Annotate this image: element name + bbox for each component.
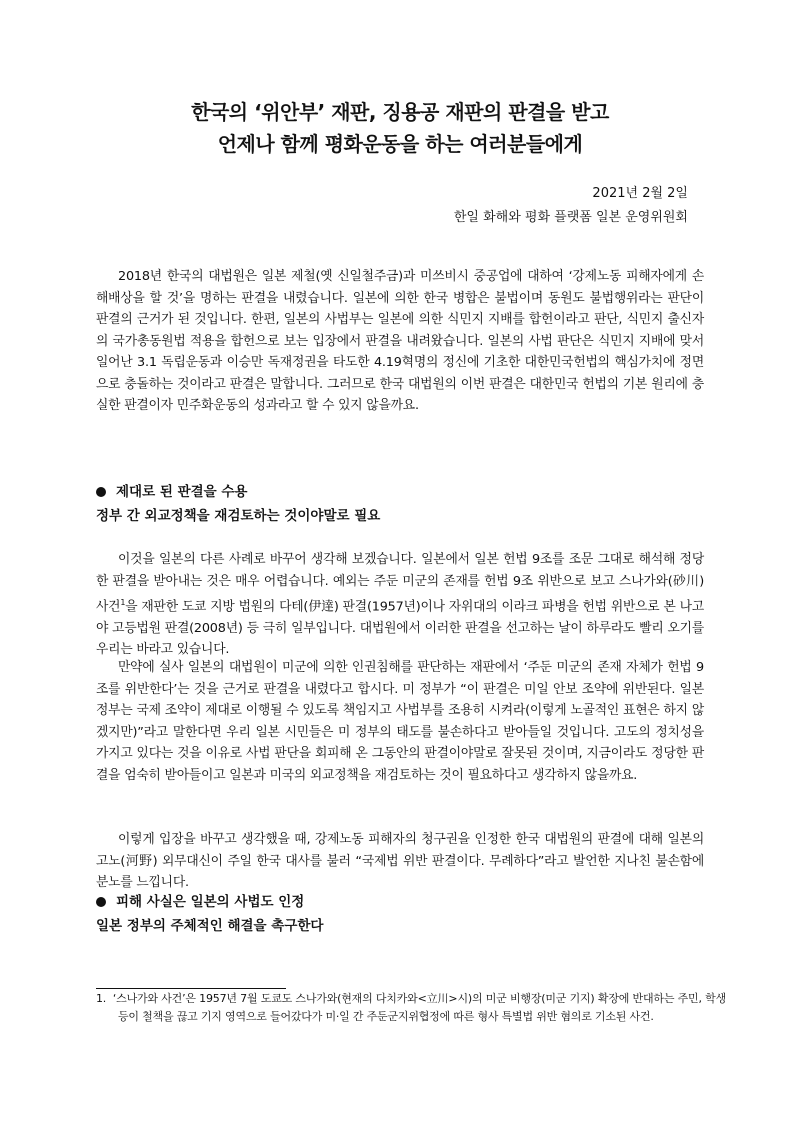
- section-2-heading-line-1: 피해 사실은 일본의 사법도 인정: [96, 890, 706, 914]
- footnote-text: ‘스나가와 사건’은 1957년 7월 도쿄도 스나가와(현재의 다치카와<立川>시)의 미군 비행장(미군 기지) 확장에 반대하는 주민, 학생 등이 철책을 끊고 기지 영역으로 들어갔다가 미·일 간 주둔군지위협정에 따른 형사 특별법 위반 혐의로 기소된 사건.: [112, 992, 726, 1023]
- section-1-heading-line-2: 정부 간 외교정책을 재검토하는 것이야말로 필요: [96, 508, 381, 524]
- footnote-1: [96, 990, 726, 1026]
- section-1-heading: [96, 480, 706, 528]
- intro-paragraph: 2018년 한국의 대법원은 일본 제철(옛 신일철주금)과 미쓰비시 중공업에 대하여 ‘강제노동 피해자에게 손해배상을 할 것’을 명하는 판결을 내렸습니다. 일본에 의한 한국 병합은 불법이며 동원도 불법행위라는 판단이 판결의 근거가 된 것입니다. 한편, 일본의 사법부는 일본에 의한 식민지 지배를 합헌이라고 판단, 식민지 출신자의 국가총동원법 적용을 합헌으로 보는 입장에서 판결을 내려왔습니다. 일본의 사법 판단은 식민지 지배에 맞서 일어난 3.1 독립운동과 이승만 독재정권을 타도한 4.19혁명의 정신에 기초한 대한민국헌법의 핵심가치에 정면으로 충돌하는 것이라고 판결은 말합니다. 그러므로 한국 대법원의 이번 판결은 대한민국 헌법의 기본 원리에 충실한 판결이자 민주화운동의 성과라고 할 수 있지 않을까요.: [96, 269, 704, 413]
- document-date: 2021년 2월 2일: [592, 186, 688, 201]
- bullet-icon: [96, 487, 106, 497]
- page-title-line-2: 언제나 함께 평화운동을 하는 여러분들에게: [217, 132, 583, 156]
- section-2-heading-line-2: 일본 정부의 주체적인 해결을 촉구한다: [96, 918, 324, 934]
- page-title-line-1: 한국의 ‘위안부’ 재판, 징용공 재판의 판결을 받고: [191, 100, 609, 124]
- bullet-icon: [96, 897, 106, 907]
- footnote-divider: [96, 988, 286, 989]
- footnote-number: 1.: [96, 992, 107, 1005]
- document-organization: 한일 화해와 평화 플랫폼 일본 운영위원회: [453, 210, 688, 225]
- section-1-heading-line-1: 제대로 된 판결을 수용: [96, 480, 706, 504]
- footnote-reference[interactable]: 1: [120, 598, 126, 607]
- section-2-heading: [96, 890, 706, 938]
- section-1-paragraph-2: 만약에 실사 일본의 대법원이 미군에 의한 인권침해를 판단하는 재판에서 ‘주둔 미군의 존재 자체가 헌법 9조를 위반한다’는 것을 근거로 판결을 내렸다고 합시다. 미 정부가 “이 판결은 미일 안보 조약에 위반된다. 일본 정부는 국제 조약이 제대로 이행될 수 있도록 책임지고 사법부를 조용히 시켜라(이렇게 노골적인 표현은 하지 않겠지만)”라고 말한다면 우리 일본 시민들은 미 정부의 태도를 불손하다고 받아들일 것입니다. 고도의 정치성을 가지고 있다는 것을 이유로 사법 판단을 회피해 온 그동안의 판결이야말로 잘못된 것이며, 지금이라도 정당한 판결을 엄숙히 받아들이고 일본과 미국의 외교정책을 재검토하는 것이 필요하다고 생각하지 않을까요.: [96, 660, 704, 783]
- section-1-paragraph-3: 이렇게 입장을 바꾸고 생각했을 때, 강제노동 피해자의 청구권을 인정한 한국 대법원의 판결에 대해 일본의 고노(河野) 외무대신이 주일 한국 대사를 불러 “국제법 위반 판결이다. 무례하다”라고 발언한 지나친 불손함에 분노를 느낍니다.: [96, 832, 704, 890]
- section-1-paragraph-1: 이것을 일본의 다른 사례로 바꾸어 생각해 보겠습니다. 일본에서 일본 헌법 9조를 조문 그대로 해석해 정당한 판결을 받아내는 것은 매우 어렵습니다. 예외는 주둔 미군의 존재를 헌법 9조 위반으로 보고 스나가와(砂川)사건$^1$을 재판한 도쿄 지방 법원의 다테(伊達) 판결(1957년)이나 자위대의 이라크 파병을 헌법 위반으로 본 나고야 고등법원 판결(2008년) 등 극히 일부입니다. 대법원에서 이러한 판결을 선고하는 날이 하루라도 빨리 오기를 우리는 바라고 있습니다.: [96, 552, 704, 658]
